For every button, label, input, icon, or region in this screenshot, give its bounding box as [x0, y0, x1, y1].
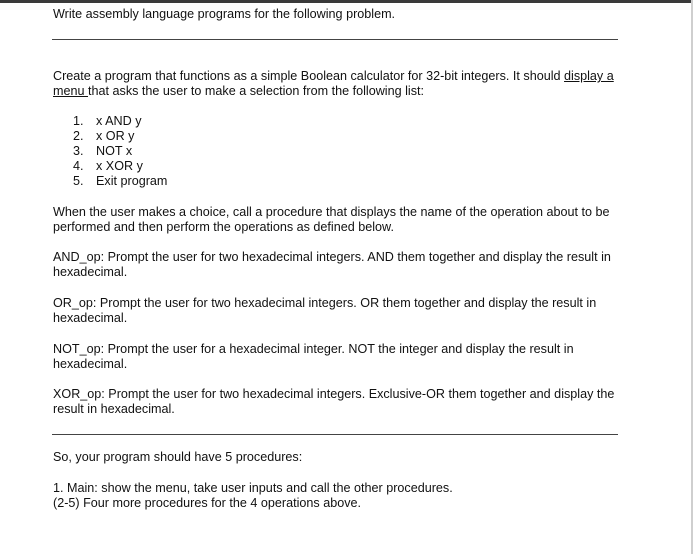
and-op-paragraph: AND_op: Prompt the user for two hexadecimal integers. AND them together and display the result in hexadecimal. [53, 250, 611, 279]
menu-item-number: 2. [73, 129, 84, 143]
not-op-paragraph: NOT_op: Prompt the user for a hexadecimal integer. NOT the integer and display the result in hexadecimal. [53, 342, 574, 371]
menu-item-not [73, 144, 167, 159]
menu-item-xor [73, 159, 167, 174]
menu-item-number: 1. [73, 114, 84, 128]
xor-op-paragraph: XOR_op: Prompt the user for two hexadecimal integers. Exclusive-OR them together and display the result in hexadecimal. [53, 387, 615, 416]
procedure-main-line: 1. Main: show the menu, take user inputs and call the other procedures. [53, 481, 453, 495]
menu-item-label: x XOR y [96, 159, 143, 173]
menu-item-and [73, 114, 167, 129]
menu-list [73, 114, 167, 189]
divider-bottom [52, 434, 618, 435]
or-op-paragraph: OR_op: Prompt the user for two hexadecimal integers. OR them together and display the result in hexadecimal. [53, 296, 597, 325]
page-title: Write assembly language programs for the following problem. [53, 7, 396, 21]
menu-item-exit [73, 174, 167, 189]
menu-item-number: 4. [73, 159, 84, 173]
menu-item-number: 5. [73, 174, 84, 188]
menu-item-or [73, 129, 167, 144]
intro-text-end: that asks the user to make a selection from the following list: [88, 84, 425, 98]
menu-item-label: x AND y [96, 114, 142, 128]
menu-item-number: 3. [73, 144, 84, 158]
divider-top [52, 39, 618, 40]
top-border [0, 0, 693, 3]
intro-text-start: Create a program that functions as a simple Boolean calculator for 32-bit integers. It should [53, 69, 565, 83]
procedure-others-line: (2-5) Four more procedures for the 4 operations above. [53, 496, 362, 510]
intro-paragraph [53, 69, 618, 99]
menu-item-label: NOT x [96, 144, 133, 158]
intro-underlined-text: display a menu [53, 69, 614, 98]
summary-paragraph: So, your program should have 5 procedures: [53, 450, 303, 464]
choice-paragraph: When the user makes a choice, call a procedure that displays the name of the operation about to be performed and then perform the operations as defined below. [53, 205, 610, 234]
menu-item-label: x OR y [96, 129, 135, 143]
menu-item-label: Exit program [96, 174, 168, 188]
